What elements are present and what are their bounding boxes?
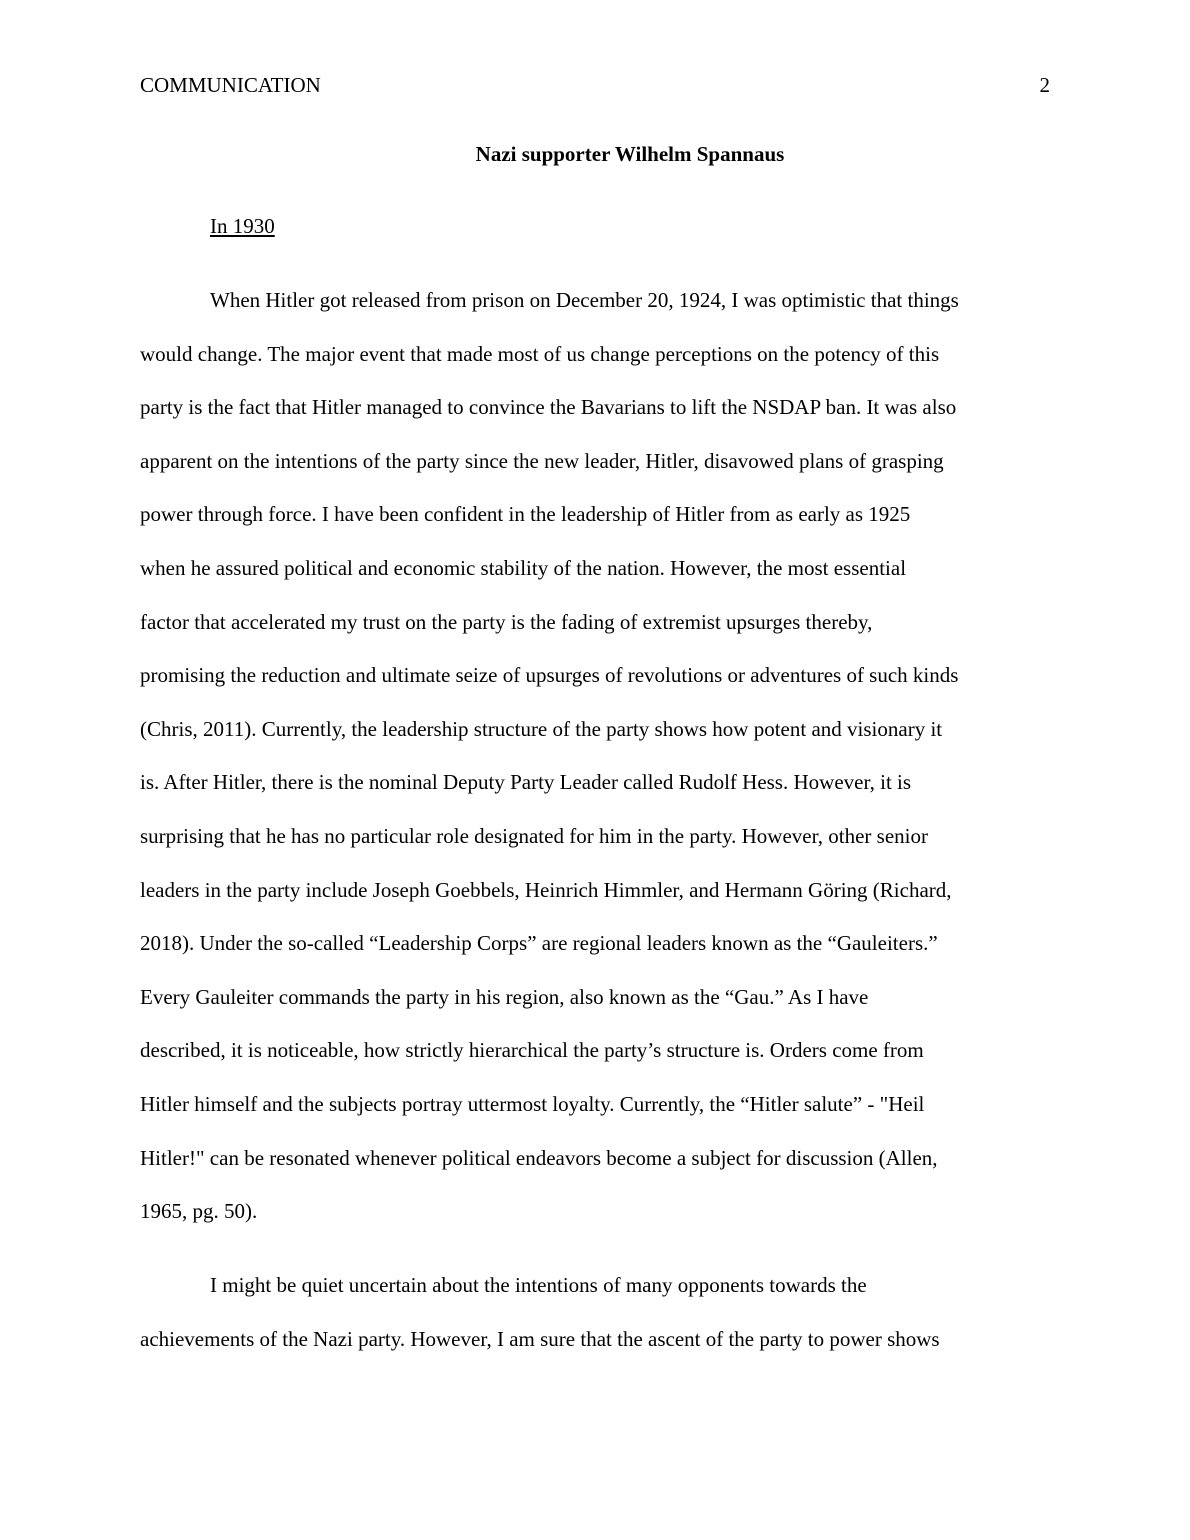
- paragraph-line: Hitler!" can be resonated whenever political endeavors become a subject for discussion (Allen,: [140, 1145, 938, 1170]
- paragraph-line: (Chris, 2011). Currently, the leadership structure of the party shows how potent and visionary it: [140, 716, 943, 741]
- paragraph-line: leaders in the party include Joseph Goebbels, Heinrich Himmler, and Hermann Göring (Richard,: [140, 877, 952, 902]
- paragraph-line: would change. The major event that made most of us change perceptions on the potency of this: [140, 341, 940, 366]
- paragraph-line: party is the fact that Hitler managed to convince the Bavarians to lift the NSDAP ban. It was also: [140, 395, 957, 420]
- paragraph-line: Hitler himself and the subjects portray uttermost loyalty. Currently, the “Hitler salute” - "Heil: [140, 1091, 925, 1116]
- page-number: 2: [1039, 73, 1050, 97]
- paragraph-line: factor that accelerated my trust on the party is the fading of extremist upsurges thereby,: [140, 609, 873, 634]
- paragraph-line: 1965, pg. 50).: [140, 1199, 258, 1224]
- paragraph-line: promising the reduction and ultimate seize of upsurges of revolutions or adventures of such kinds: [140, 663, 959, 688]
- paragraph-line: power through force. I have been confident in the leadership of Hitler from as early as 1925: [140, 502, 911, 527]
- paragraph-line: I might be quiet uncertain about the intentions of many opponents towards the: [210, 1273, 867, 1297]
- paragraph-line: surprising that he has no particular role designated for him in the party. However, other senior: [140, 823, 928, 848]
- paragraph-line: apparent on the intentions of the party since the new leader, Hitler, disavowed plans of grasping: [140, 448, 944, 473]
- paragraph-line: when he assured political and economic stability of the nation. However, the most essential: [140, 555, 907, 580]
- paragraph-line: Every Gauleiter commands the party in his region, also known as the “Gau.” As I have: [140, 984, 869, 1009]
- body-paragraph: [140, 1259, 1060, 1366]
- paragraph-line: When Hitler got released from prison on December 20, 1924, I was optimistic that things: [210, 288, 959, 312]
- paragraph-line: achievements of the Nazi party. However, I am sure that the ascent of the party to power shows: [140, 1326, 940, 1351]
- paragraph-line: 2018). Under the so-called “Leadership Corps” are regional leaders known as the “Gauleiters.”: [140, 931, 938, 956]
- body-paragraph: [140, 274, 1060, 1239]
- paragraph-line: is. After Hitler, there is the nominal Deputy Party Leader called Rudolf Hess. However, it is: [140, 770, 912, 795]
- document-title: Nazi supporter Wilhelm Spannaus: [475, 142, 785, 166]
- paragraph-line: described, it is noticeable, how strictly hierarchical the party’s structure is. Orders come from: [140, 1038, 924, 1063]
- section-heading: In 1930: [210, 214, 275, 238]
- running-head: COMMUNICATION: [140, 73, 321, 97]
